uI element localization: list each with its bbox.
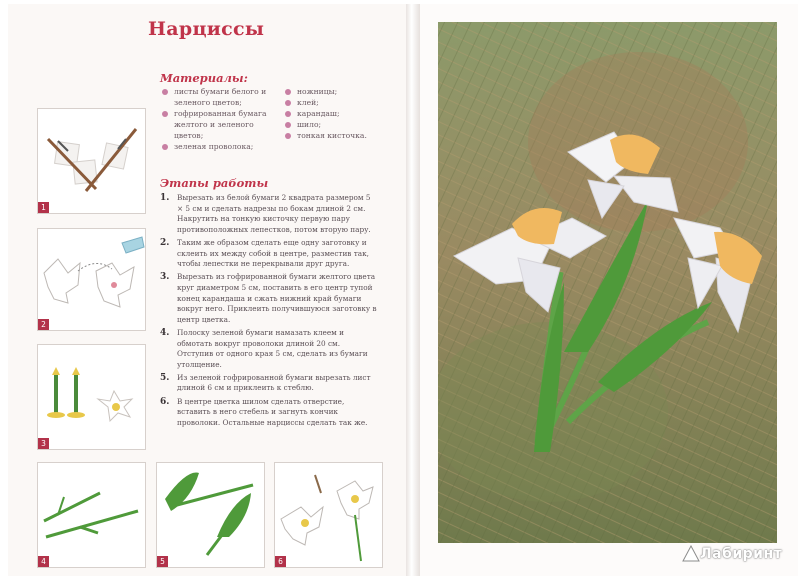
step-item	[160, 373, 378, 394]
stem-illustration	[38, 463, 145, 567]
material-item: гофрированная бумага желтого и зеленого цветов;	[160, 108, 280, 141]
glue-petals-illustration	[38, 229, 145, 330]
step-item	[160, 272, 378, 325]
material-item: листы бумаги белого и зеленого цветов;	[160, 86, 280, 108]
step-item	[160, 238, 378, 270]
daffodils-photo	[438, 22, 777, 543]
step-item	[160, 193, 378, 235]
figure-badge: 3	[38, 438, 49, 449]
page-title: Нарциссы	[148, 18, 265, 40]
step-photo-5	[156, 462, 265, 568]
step-text: Из зеленой гофрированной бумаги вырезать лист длиной 6 см и приклеить к стеблю.	[177, 372, 371, 393]
step-number: 4.	[160, 327, 170, 338]
material-item: шило;	[283, 119, 393, 130]
materials-list-left	[160, 86, 280, 152]
material-item: тонкая кисточка.	[283, 130, 393, 141]
step-text: Вырезать из белой бумаги 2 квадрата размером 5 × 5 см и сделать надрезы по бокам длиной 2 см. Накрутить на тонкую кисточку первую пару противоположных лепестков, потом вторую пару.	[177, 193, 371, 234]
step-number: 1.	[160, 193, 170, 203]
figure-badge: 6	[275, 556, 286, 567]
step-item	[160, 328, 378, 370]
step-text: Таким же образом сделать еще одну заготовку и склеить их между собой в центре, разместив так, чтобы лепестки не перекрывали друг друга.	[177, 237, 369, 269]
step-number: 5.	[160, 372, 170, 383]
step-number: 6.	[160, 396, 170, 407]
step-text: Вырезать из гофрированной бумаги желтого цвета круг диаметром 5 см, поставить в его центр тупой конец карандаша и сжать нижний край бумаги вокруг него. Приклеить получившуюся заготовку в центр цветка.	[177, 272, 377, 324]
step-photo-4	[37, 462, 146, 568]
steps-list	[160, 193, 378, 431]
leaf-illustration	[157, 463, 264, 567]
figure-badge: 1	[38, 202, 49, 213]
figure-badge: 4	[38, 556, 49, 567]
labirint-logo-icon	[682, 545, 700, 563]
step-photo-2	[37, 228, 146, 331]
material-item: зеленая проволока;	[160, 141, 280, 152]
book-gutter	[406, 4, 420, 576]
material-item: ножницы;	[283, 86, 393, 97]
step-photo-3	[37, 344, 146, 450]
material-item: карандаш;	[283, 108, 393, 119]
step-photo-6	[274, 462, 383, 568]
figure-badge: 2	[38, 319, 49, 330]
step-text: В центре цветка шилом сделать отверстие, вставить в него стебель и загнуть кончик проволоки. Остальные нарциссы сделать так же.	[177, 396, 368, 427]
materials-heading: Материалы:	[160, 71, 248, 85]
step-item	[160, 397, 378, 429]
figure-badge: 5	[157, 556, 168, 567]
material-item: клей;	[283, 97, 393, 108]
paper-daffodils-illustration	[438, 22, 777, 543]
brush-petals-illustration	[38, 109, 145, 213]
step-number: 3.	[160, 272, 170, 283]
step-photo-1	[37, 108, 146, 214]
watermark: Лабиринт	[700, 546, 783, 562]
pencil-corona-illustration	[38, 345, 145, 449]
finished-daffodil-illustration	[275, 463, 382, 567]
steps-heading: Этапы работы	[160, 176, 269, 190]
step-text: Полоску зеленой бумаги намазать клеем и обмотать вокруг проволоки длиной 20 см. Отступив от одного края 5 см, сделать из бумаги утолщение.	[177, 327, 368, 369]
materials-list-right	[283, 86, 393, 141]
step-number: 2.	[160, 237, 170, 248]
